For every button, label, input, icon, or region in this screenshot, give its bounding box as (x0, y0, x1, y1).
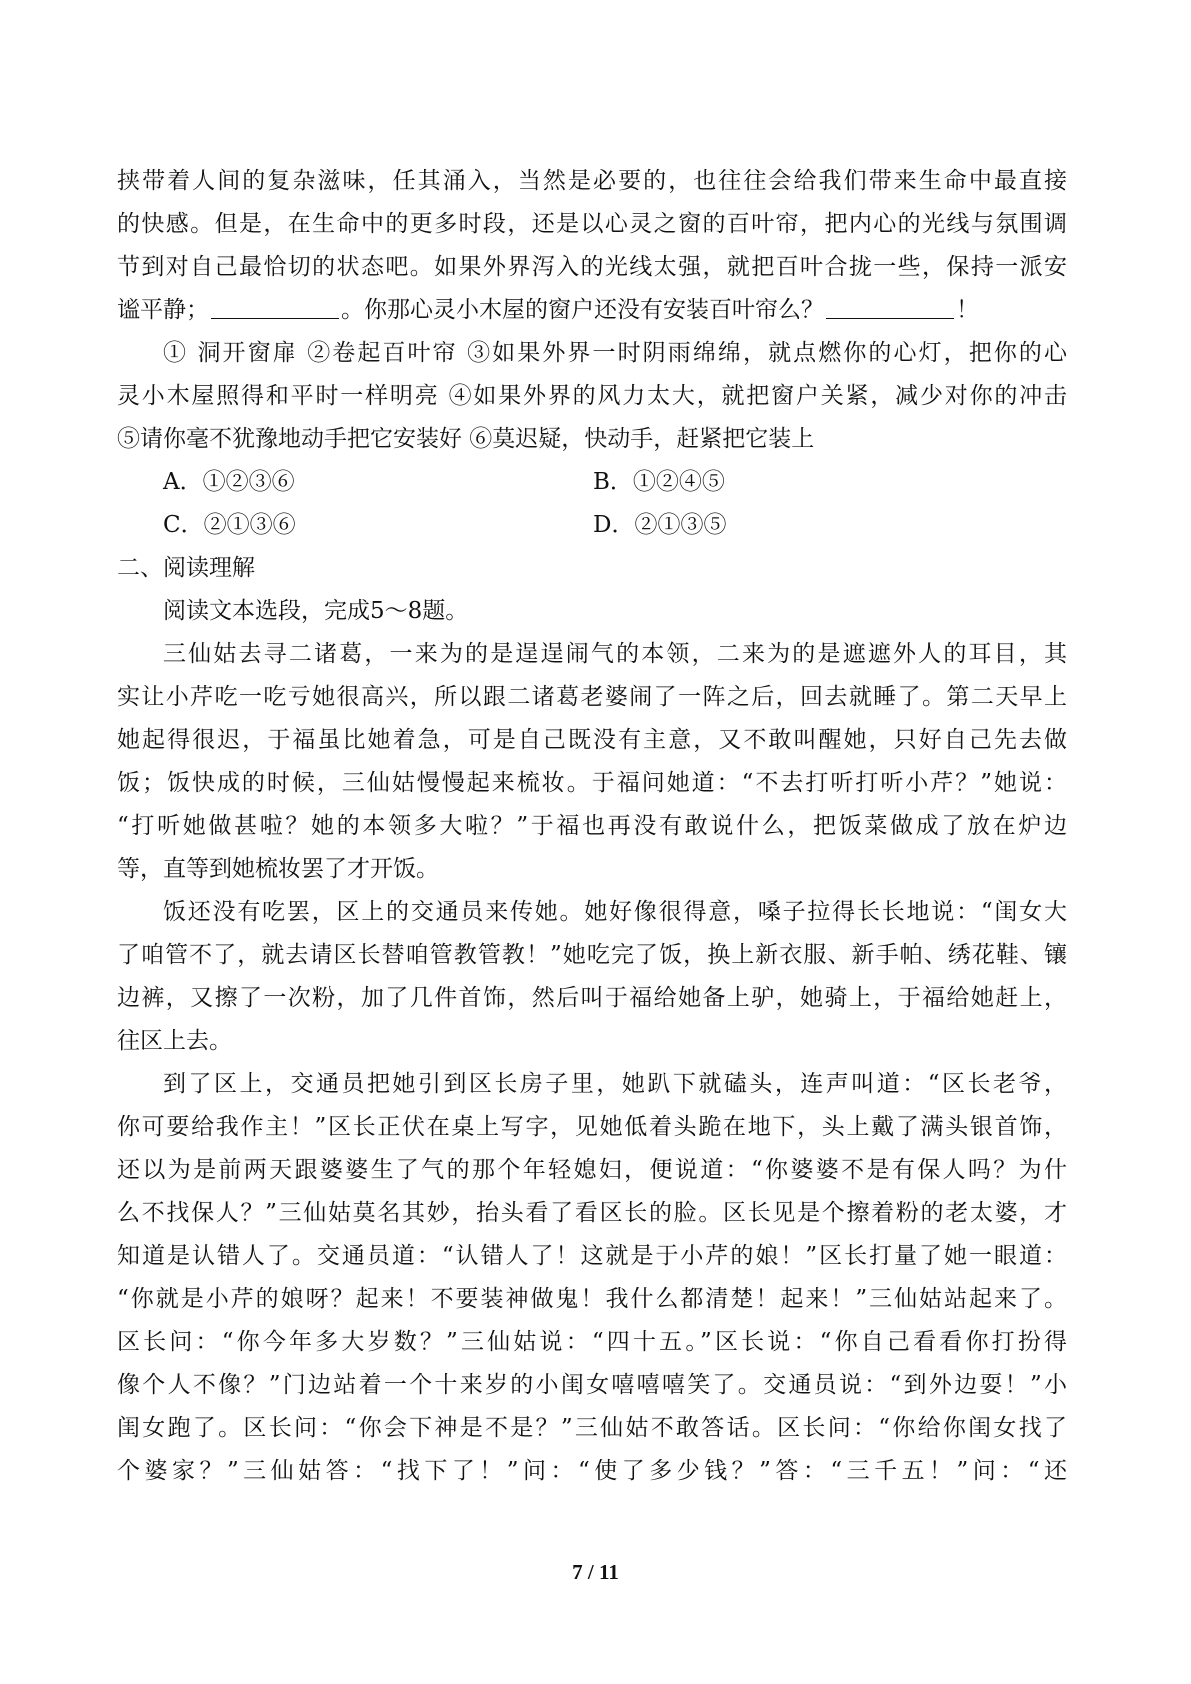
story-line: “你就是小芹的娘呀？起来！不要装神做鬼！我什么都清楚！起来！”三仙姑站起来了。 (117, 1286, 1067, 1312)
story-line: 知道是认错人了。交通员道：“认错人了！这就是于小芹的娘！”区长打量了她一眼道： (117, 1243, 1067, 1269)
story-line: 了咱管不了，就去请区长替咱管教管教！”她吃完了饭，换上新衣服、新手帕、绣花鞋、镶 (117, 942, 1067, 968)
option-d[interactable]: D．②①③⑤ (593, 512, 727, 538)
story-line: 区长问：“你今年多大岁数？”三仙姑说：“四十五。”区长说：“你自己看看你打扮得 (117, 1329, 1067, 1355)
story-line: 还以为是前两天跟婆婆生了气的那个年轻媳妇，便说道：“你婆婆不是有保人吗？为什 (117, 1157, 1067, 1183)
choice-sentences-line: ⑤请你毫不犹豫地动手把它安装好 ⑥莫迟疑，快动手，赶紧把它装上 (117, 426, 815, 452)
passage-line: 节到对自己最恰切的状态吧。如果外界泻入的光线太强，就把百叶合拢一些，保持一派安 (117, 254, 1067, 280)
story-line: 你可要给我作主！”区长正伏在桌上写字，见她低着头跪在地下，头上戴了满头银首饰， (117, 1114, 1067, 1140)
passage-text: 。你那心灵小木屋的窗户还没有安装百叶帘么？ (341, 297, 824, 323)
story-line: 么不找保人？”三仙姑莫名其妙，抬头看了看区长的脸。区长见是个擦着粉的老太婆，才 (117, 1200, 1067, 1226)
passage-text: 谧平静； (117, 297, 209, 323)
passage-line: 的快感。但是，在生命中的更多时段，还是以心灵之窗的百叶帘，把内心的光线与氛围调 (117, 211, 1067, 237)
passage-line: 挟带着人间的复杂滋味，任其涌入，当然是必要的，也往往会给我们带来生命中最直接 (117, 168, 1067, 194)
story-line: 等，直等到她梳妆罢了才开饭。 (117, 856, 439, 882)
option-b[interactable]: B．①②④⑤ (593, 469, 725, 495)
story-line: 往区上去。 (117, 1028, 232, 1054)
story-line: “打听她做甚啦？她的本领多大啦？”于福也再没有敢说什么，把饭菜做成了放在炉边 (117, 813, 1067, 839)
story-line: 闺女跑了。区长问：“你会下神是不是？”三仙姑不敢答话。区长问：“你给你闺女找了 (117, 1415, 1067, 1441)
passage-blank-line (117, 289, 1067, 332)
page-number: 7 / 11 (572, 1560, 619, 1584)
answer-blank-1[interactable] (211, 317, 339, 319)
story-line: 她起得很迟，于福虽比她着急，可是自己既没有主意，又不敢叫醒她，只好自己先去做 (117, 727, 1067, 753)
option-a[interactable]: A．①②③⑥ (163, 469, 295, 495)
story-line: 像个人不像？”门边站着一个十来岁的小闺女嘻嘻嘻笑了。交通员说：“到外边耍！”小 (117, 1372, 1067, 1398)
story-line: 饭；饭快成的时候，三仙姑慢慢起来梳妆。于福问她道：“不去打听打听小芹？”她说： (117, 770, 1067, 796)
section-instruction: 阅读文本选段，完成5～8题。 (163, 598, 469, 624)
story-line: 三仙姑去寻二诸葛，一来为的是逞逞闹气的本领，二来为的是遮遮外人的耳目，其 (163, 641, 1067, 667)
option-c[interactable]: C．②①③⑥ (163, 512, 296, 538)
answer-blank-2[interactable] (826, 317, 954, 319)
story-line: 到了区上，交通员把她引到区长房子里，她趴下就磕头，连声叫道：“区长老爷， (163, 1071, 1067, 1097)
choice-sentences-line: ① 洞开窗扉 ②卷起百叶帘 ③如果外界一时阴雨绵绵，就点燃你的心灯，把你的心 (163, 340, 1067, 366)
story-line: 饭还没有吃罢，区上的交通员来传她。她好像很得意，嗓子拉得长长地说：“闺女大 (163, 899, 1067, 925)
choice-sentences-line: 灵小木屋照得和平时一样明亮 ④如果外界的风力太大，就把窗户关紧，减少对你的冲击 (117, 383, 1067, 409)
story-line: 个婆家？”三仙姑答：“找下了！”问：“使了多少钱？”答：“三千五！”问：“还 (117, 1458, 1067, 1484)
options-row (117, 461, 1067, 504)
options-row (117, 504, 1067, 547)
story-line: 边裤，又擦了一次粉，加了几件首饰，然后叫于福给她备上驴，她骑上，于福给她赶上， (117, 985, 1067, 1011)
section-title: 二、阅读理解 (117, 555, 255, 581)
passage-text: ！ (956, 297, 979, 323)
page-content (117, 160, 1067, 1493)
story-line: 实让小芹吃一吃亏她很高兴，所以跟二诸葛老婆闹了一阵之后，回去就睡了。第二天早上 (117, 684, 1067, 710)
